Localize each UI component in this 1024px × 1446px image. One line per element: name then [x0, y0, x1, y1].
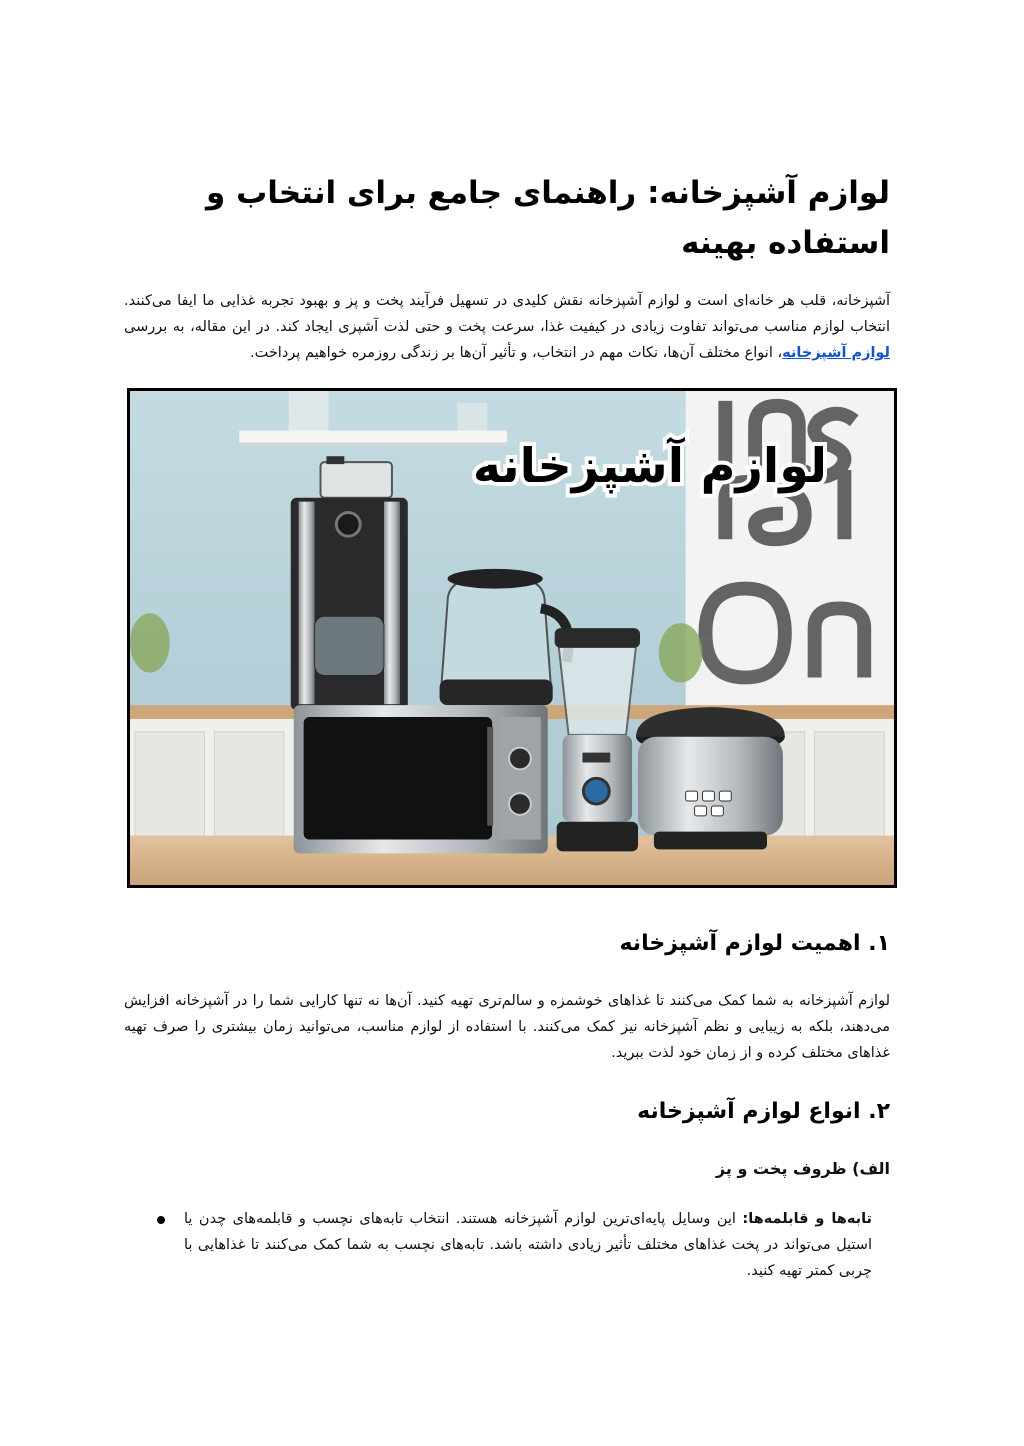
list-item-term: تابه‌ها و قابلمه‌ها: [742, 1211, 872, 1227]
list-item-pans-and-pots [184, 1206, 872, 1284]
intro-text-end: ، انواع مختلف آن‌ها، نکات مهم در انتخاب، و تأثیر آن‌ها بر زندگی روزمره خواهیم پرداخت. [250, 345, 783, 361]
intro-paragraph [124, 288, 890, 366]
section-heading-types: ۲. انواع لوازم آشپزخانه [637, 1099, 890, 1124]
image-overlay-title: لوازم آشپزخانه [472, 438, 827, 494]
list-item-text: این وسایل پایه‌ای‌ترین لوازم آشپزخانه هستند. انتخاب تابه‌های نچسب و قابلمه‌های چدن یا استیل می‌تواند در پخت غذاهای مختلف تأثیر زیادی داشته باشد. تابه‌های نچسب به شما کمک می‌کنند تا غذاهایی با چربی کمتر تهیه کنید. [184, 1211, 872, 1279]
section-importance-paragraph: لوازم آشپزخانه به شما کمک می‌کنند تا غذاهای خوشمزه و سالم‌تری تهیه کنید. آن‌ها نه تنها کارایی شما را در آشپزخانه افزایش می‌دهند، بلکه به زیبایی و نظم آشپزخانه نیز کمک می‌کنند. با استفاده از لوازم مناسب، می‌توانید زمان بیشتری را صرف تهیه غذاهای مختلف کرده و از زمان خود لذت ببرید. [124, 993, 890, 1061]
page-title: لوازم آشپزخانه: راهنمای جامع برای انتخاب و استفاده بهینه [206, 175, 890, 261]
kitchen-appliances-link[interactable]: لوازم آشپزخانه [782, 345, 890, 361]
subheading-cookware: الف) ظروف پخت و پز [715, 1159, 890, 1178]
section-heading-importance: ۱. اهمیت لوازم آشپزخانه [619, 931, 890, 956]
bullet-point-icon [157, 1216, 165, 1224]
kitchen-appliances-image [127, 388, 897, 888]
intro-text-start: آشپزخانه، قلب هر خانه‌ای است و لوازم آشپزخانه نقش کلیدی در تسهیل فرآیند پخت و پز و بهبود تجربه غذایی ما ایفا می‌کنند. انتخاب لوازم مناسب می‌تواند تفاوت زیادی در کیفیت غذا، سرعت پخت و حتی لذت آشپزی ایجاد کند. در این مقاله، به بررسی [124, 293, 890, 335]
